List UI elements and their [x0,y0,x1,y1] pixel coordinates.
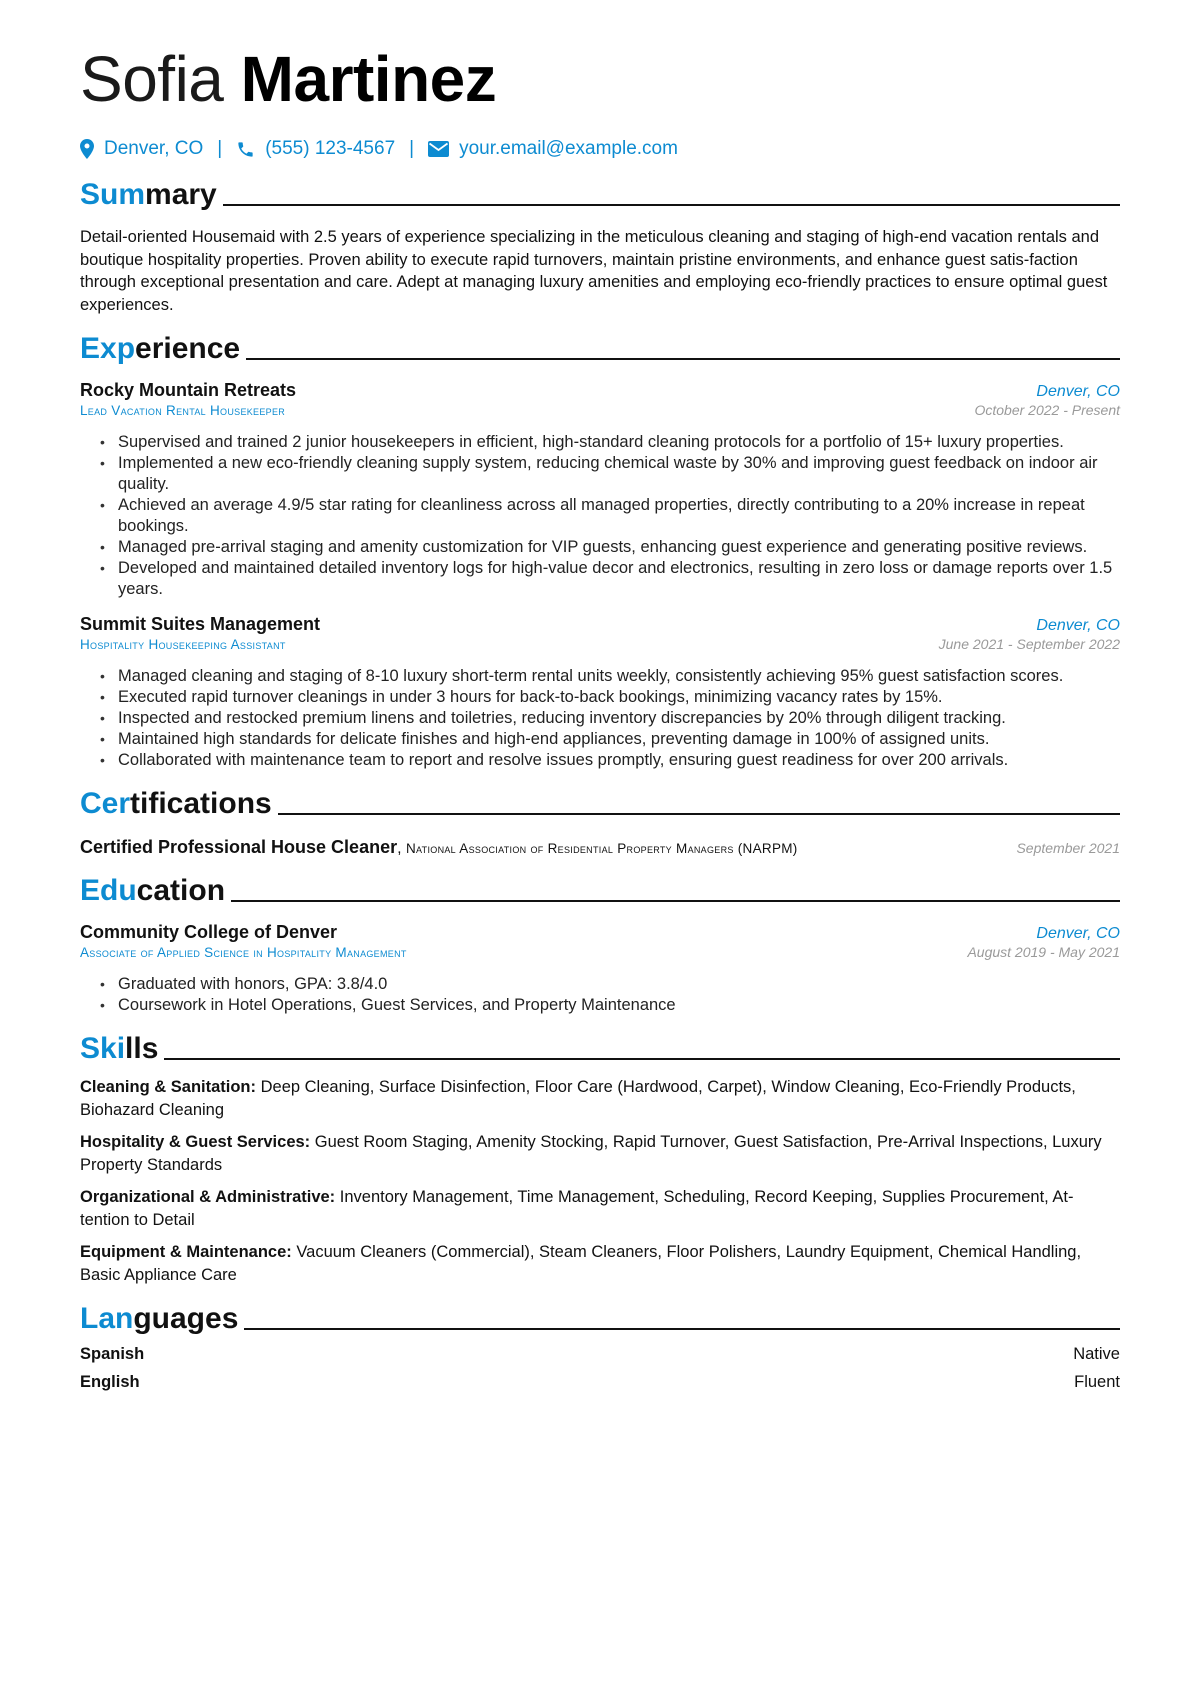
certification-date: September 2021 [1016,840,1120,856]
list-item: • Collaborated with maintenance team to report and resolve issues promptly, ensuring guest readiness for over 200 arrivals. [100,750,1120,771]
skill-category: Cleaning & Sanitation: [80,1078,257,1096]
employer-name: Summit Suites Management [80,614,321,634]
contact-phone[interactable] [236,138,395,160]
education-dates: August 2019 - May 2021 [967,944,1120,960]
heading-rest: cation [136,874,226,907]
section-rule [231,900,1120,902]
skill-category: Hospitality & Guest Services: [80,1133,311,1151]
contact-location [80,138,203,160]
list-item: • Graduated with honors, GPA: 3.8/4.0 [100,974,1120,995]
list-item: • Maintained high standards for delicate finishes and high-end appliances, preventing damage in 100% of assigned units. [100,729,1120,750]
school-location: Denver, CO [1036,925,1120,942]
job-location: Denver, CO [1036,617,1120,634]
contact-separator: | [217,138,223,159]
section-experience-heading [80,330,1120,366]
skill-items: Vacuum Cleaners (Commercial), Steam Cleaners, Floor Polishers, Laundry Equipment, Chemical Handling, Basic Appliance Care [80,1243,1082,1284]
job-dates: October 2022 - Present [974,402,1120,418]
map-pin-icon [80,139,94,159]
phone-icon [236,140,255,159]
contact-email[interactable] [428,138,678,160]
heading-accent: Sum [80,178,146,211]
employer-name: Rocky Mountain Retreats [80,380,297,400]
skill-group [80,1131,1120,1176]
list-item: • Executed rapid turnover cleanings in under 3 hours for back-to-back bookings, minimizing vacancy rates by 15%. [100,687,1120,708]
experience-entry [80,380,1120,600]
section-rule [278,813,1120,815]
section-rule [164,1058,1120,1060]
certification-entry: Certified Professional House Cleaner, National Association of Residential Property Managers (NARPM) September 2021 [80,837,1120,857]
list-item: • Coursework in Hotel Operations, Guest Services, and Property Maintenance [100,995,1120,1016]
skill-group [80,1076,1120,1121]
list-item: • Achieved an average 4.9/5 star rating for cleanliness across all managed properties, directly contributing to a 20% increase in repeat bookings. [100,495,1120,537]
envelope-icon [428,141,449,157]
skill-items: Deep Cleaning, Surface Disinfection, Floor Care (Hardwood, Carpet), Window Cleaning, Eco-Friendly Products, Biohazard Cleaning [80,1078,1076,1119]
contact-separator: | [409,138,415,159]
last-name: Martinez [240,43,497,115]
skill-category: Organizational & Administrative: [80,1188,336,1206]
phone-text: (555) 123-4567 [265,138,396,159]
education-entry [80,922,1120,1016]
language-row [80,1373,1120,1392]
list-item: • Developed and maintained detailed inventory logs for high-value decor and electronics, resulting in zero loss or damage reports over 1.5 years. [100,558,1120,600]
degree-title: Associate of Applied Science in Hospitality Management [80,945,407,960]
language-level: Native [1073,1345,1120,1363]
section-certifications-heading [80,785,1120,821]
job-title: Hospitality Housekeeping Assistant [80,637,286,652]
education-bullets [80,974,1120,1016]
certification-name: Certified Professional House Cleaner [80,837,398,857]
skill-items: Inventory Management, Time Management, Scheduling, Record Keeping, Supplies Procurement, At-tention to Detail [80,1188,1074,1229]
language-name: English [80,1373,140,1391]
list-item: • Supervised and trained 2 junior housekeepers in efficient, high-standard cleaning protocols for a portfolio of 15+ luxury properties. [100,432,1120,453]
school-name: Community College of Denver [80,922,338,942]
job-title: Lead Vacation Rental Housekeeper [80,403,286,418]
section-rule [223,204,1120,206]
heading-accent: Cer [80,787,131,820]
heading-accent: Lan [80,1302,134,1335]
skill-group [80,1241,1120,1286]
language-row [80,1345,1120,1364]
heading-accent: Ski [80,1032,126,1065]
contact-bar [80,136,1120,162]
language-name: Spanish [80,1345,145,1363]
job-bullets [80,666,1120,771]
job-dates: June 2021 - September 2022 [938,636,1120,652]
section-rule [246,358,1120,360]
heading-rest: lls [125,1032,159,1065]
section-languages-heading [80,1300,1120,1336]
location-text: Denver, CO [104,138,204,159]
heading-rest: tifications [130,787,272,820]
section-education-heading [80,872,1120,908]
email-link[interactable]: your.email@example.com [459,138,678,159]
section-skills-heading [80,1030,1120,1066]
heading-accent: Exp [80,332,136,365]
heading-rest: mary [145,178,217,211]
heading-rest: erience [135,332,241,365]
list-item: • Managed cleaning and staging of 8-10 luxury short-term rental units weekly, consistently achieving 95% guest satisfaction scores. [100,666,1120,687]
skill-category: Equipment & Maintenance: [80,1243,292,1261]
first-name: Sofia [80,43,224,115]
list-item: • Managed pre-arrival staging and amenity customization for VIP guests, enhancing guest experience and generating positive reviews. [100,537,1120,558]
language-level: Fluent [1074,1373,1120,1391]
list-item: • Inspected and restocked premium linens and toiletries, reducing inventory discrepancies by 20% through diligent tracking. [100,708,1120,729]
section-rule [244,1328,1120,1330]
job-bullets [80,432,1120,600]
certification-issuer: National Association of Residential Property Managers (NARPM) [405,841,798,856]
heading-accent: Edu [80,874,137,907]
heading-rest: guages [133,1302,239,1335]
candidate-name [80,40,1120,118]
job-location: Denver, CO [1036,383,1120,400]
section-summary-heading [80,176,1120,212]
skill-items: Guest Room Staging, Amenity Stocking, Rapid Turnover, Guest Satisfaction, Pre-Arrival Inspections, Luxury Property Standards [80,1133,1102,1174]
skill-group [80,1186,1120,1231]
list-item: • Implemented a new eco-friendly cleaning supply system, reducing chemical waste by 30% and improving guest feedback on indoor air quality. [100,453,1120,495]
experience-entry [80,614,1120,771]
summary-text: Detail-oriented Housemaid with 2.5 years of experience specializing in the meticulous cleaning and staging of high-end vacation rentals and boutique hospitality properties. Proven ability to execute rapid turnovers, maintain pristine environments, and enhance guest satis-faction through exceptional presentation and care. Adept at managing luxury amenities and employing eco-friendly practices to ensure optimal guest experiences. [80,228,1108,314]
